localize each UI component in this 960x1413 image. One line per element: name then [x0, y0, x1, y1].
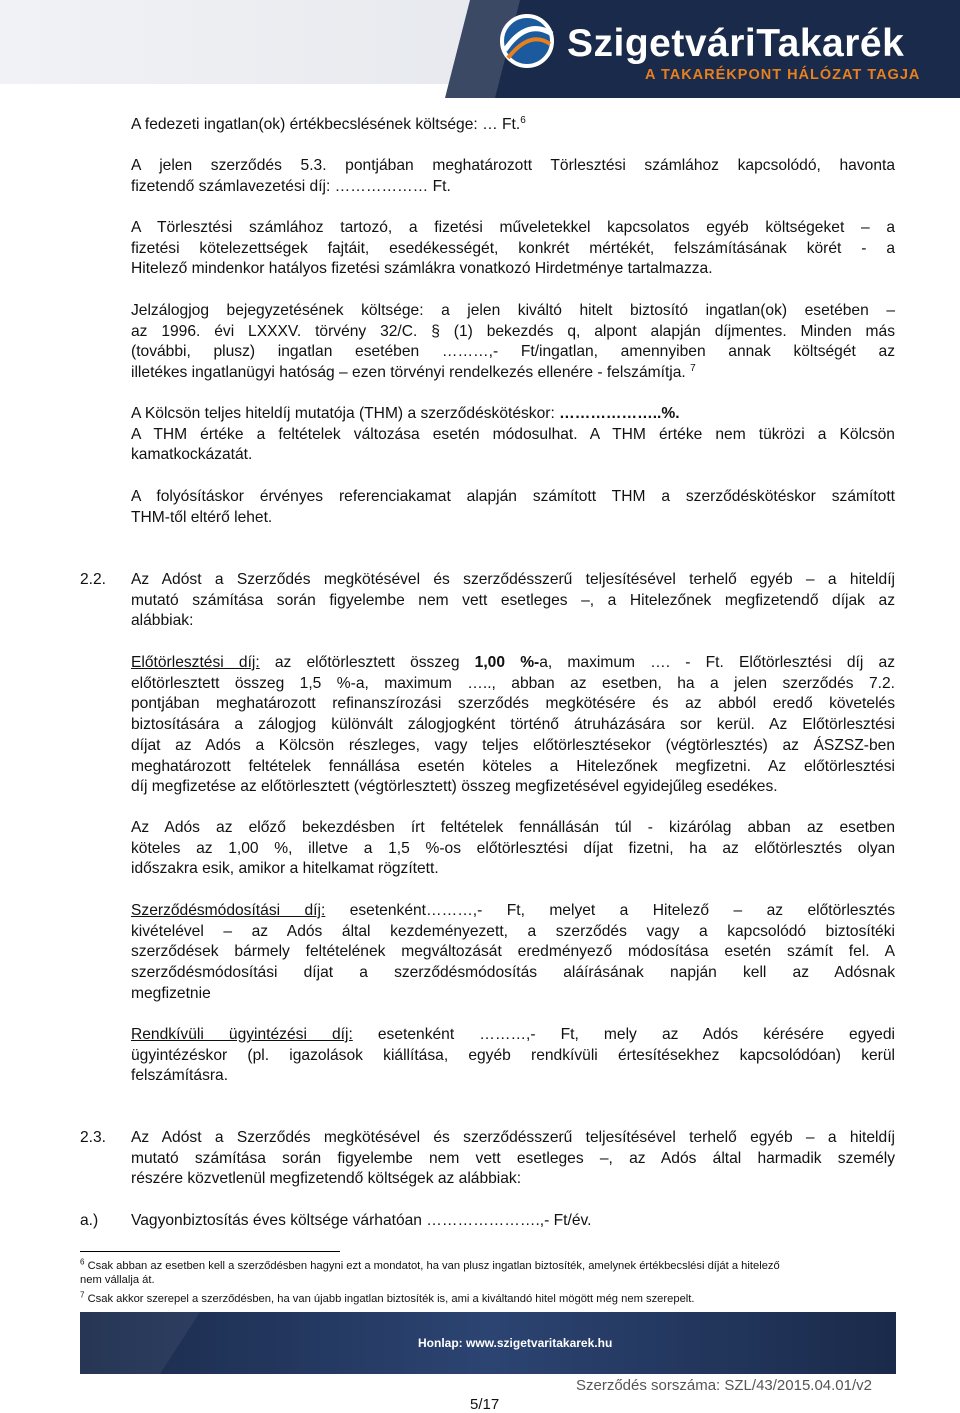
footnote-7: [80, 1292, 895, 1306]
account-fee-line-1: A jelen szerződés 5.3. pontjában meghatározott Törlesztési számlához kapcsolódó, havonta: [131, 157, 895, 174]
extraordinary-fee-paragraph: [131, 1025, 895, 1087]
mortgage-line-1: Jelzálogjog bejegyzetésének költsége: a jelen kiváltó hitelt biztosító ingatlan(ok) esetében –: [131, 302, 895, 319]
footnote-ref-7: 7: [690, 362, 696, 374]
other-costs-paragraph: [131, 218, 895, 280]
property-insurance-line: Vagyonbiztosítás éves költsége várhatóan ………………….,- Ft/év.: [131, 1212, 592, 1229]
section-2-3-line-1: Az Adóst a Szerződés megkötésével és szerződésszerű teljesítésével terhelő egyéb – a hiteldíj: [131, 1129, 895, 1146]
modification-line-5: megfizetnie: [131, 984, 211, 1002]
brand-logo-icon: [502, 16, 552, 66]
account-fee-line-2: fizetendő számlavezetési díj: ……………… Ft.: [131, 177, 451, 195]
extraordinary-line-2: ügyintézéskor (pl. igazolások kiállítása, egyéb rendkívüli értesítésekhez kapcsolódóan) kerül: [131, 1046, 895, 1064]
extraordinary-fee-line-1: esetenként ………,- Ft, mely az Adós kérésére egyedi: [352, 1026, 895, 1043]
brand-tagline: A TAKARÉKPONT HÁLÓZAT TAGJA: [645, 67, 921, 83]
section-2-2-intro: [131, 570, 895, 632]
prepayment-fee-label: Előtörlesztési díj:: [131, 654, 260, 671]
page-number: 5/17: [470, 1396, 500, 1413]
prepayment-line-7: díj megfizetése az előtörlesztett (végtörlesztett) összeg megfizetésével egyidejűleg esedékes.: [131, 778, 778, 796]
conditions-line-3: időszakra esik, amikor a hitelkamat rögzített.: [131, 860, 439, 878]
footnote-6-line-2: nem vállalja át.: [80, 1274, 155, 1286]
mortgage-line-2: az 1996. évi LXXXV. törvény 32/C. § (1) bekezdés q, alpont alapján díjmentes. Minden más: [131, 322, 895, 340]
thm-line-2: A THM értéke a feltételek változása esetén módosulhat. A THM értéke nem tükrözi a Kölcsön: [131, 425, 895, 443]
modification-fee-line-1: esetenként………,- Ft, melyet a Hitelező – az előtörlesztés: [325, 902, 895, 919]
section-2-2-line-2: mutató számítása során figyelembe nem vett esetleges –, a Hitelezőnek megfizetendő díjak az: [131, 591, 895, 609]
brand-name: SzigetváriTakarék: [567, 22, 905, 65]
prepayment-line-6: meghatározott feltételek fennállása esetén köteles a Hitelezőnek megfizetni. Az előtörlesztési: [131, 757, 895, 775]
other-costs-line-2: fizetési kötelezettségek fajtáit, esedékességét, konkrét mértékét, felszámításának körét - a: [131, 239, 895, 257]
prepayment-line-2: előtörlesztett összeg 1,5 %-a, maximum ….., abban az esetben, ha a jelen szerződés 7.2.: [131, 674, 895, 692]
footnote-6-number: 6: [80, 1257, 85, 1267]
mortgage-registration-paragraph: [131, 301, 895, 384]
valuation-cost-paragraph: [131, 115, 896, 136]
reference-rate-paragraph: [131, 487, 895, 528]
footer-website: Honlap: www.szigetvaritakarek.hu: [418, 1336, 613, 1350]
section-2-3-line-2: mutató számítása során figyelembe nem vett esetleges –, az Adós által harmadik személy: [131, 1149, 895, 1167]
thm-line-3: kamatkockázatát.: [131, 446, 253, 464]
thm-value: ………………..%.: [559, 405, 680, 422]
thm-label: A Kölcsön teljes hiteldíj mutatója (THM) a szerződéskötéskor:: [131, 405, 560, 422]
modification-line-2: kivételével – az Adós által kezdeményezett, a szerződés vagy a kapcsolódó biztosítéki: [131, 922, 895, 940]
footnote-ref-6: 6: [520, 114, 526, 126]
modification-line-4: szerződésmódosítási díjat a szerződésmódosítás aláírásának napján kell az Adósnak: [131, 964, 895, 982]
modification-line-3: szerződések bármely feltételének megváltozását eredményező módosítása esetén számít fel. A: [131, 943, 895, 961]
prepayment-line-3: pontjában meghatározott refinanszírozási szerződés megkötésére és az abból eredő követelés: [131, 695, 895, 713]
section-number-2-3: 2.3.: [80, 1129, 107, 1146]
footnote-7-number: 7: [80, 1290, 85, 1300]
prepayment-conditions-paragraph: [131, 818, 895, 880]
extraordinary-fee-label: Rendkívüli ügyintézési díj:: [131, 1026, 353, 1043]
extraordinary-line-3: felszámításra.: [131, 1067, 229, 1085]
prepayment-line-5: díjat az Adós a Kölcsön részleges, vagy teljes előtörlesztésekor (végtörlesztés) az ÁSZSZ-ben: [131, 736, 895, 754]
thm-paragraph: [131, 404, 895, 466]
conditions-line-2: köteles az 1,00 %, illetve a 1,5 %-os előtörlesztési díjat fizetni, ha az előtörlesztés olyan: [131, 839, 895, 857]
section-2-2-line-1: Az Adóst a Szerződés megkötésével és szerződésszerű teljesítésével terhelő egyéb – a hiteldíj: [131, 571, 895, 588]
item-number-a: a.): [80, 1212, 99, 1229]
footnote-6-line-1: Csak abban az esetben kell a szerződésben hagyni ezt a mondatot, ha van plusz ingatlan biztosíték, amelynek értékbecslési díját a hitelező: [87, 1260, 780, 1272]
footnote-separator: [80, 1251, 340, 1252]
contract-number: Szerződés sorszáma: SZL/43/2015.04.01/v2: [576, 1377, 873, 1394]
footnote-6: [80, 1259, 895, 1287]
valuation-cost-text: A fedezeti ingatlan(ok) értékbecslésének költsége: … Ft.: [131, 116, 521, 133]
section-2-3-line-3: részére közvetlenül megfizetendő költségek az alábbiak:: [131, 1170, 522, 1188]
conditions-line-1: Az Adós az előző bekezdésben írt feltételek fennállásán túl - kizárólag abban az esetben: [131, 819, 895, 836]
modification-fee-label: Szerződésmódosítási díj:: [131, 902, 326, 919]
mortgage-line-4: illetékes ingatlanügyi hatóság – ezen törvényi rendelkezés ellenére - felszámítja.: [131, 364, 686, 382]
other-costs-line-3: Hitelező mindenkor hatályos fizetési számlákra vonatkozó Hirdetménye tartalmazza.: [131, 260, 713, 278]
mortgage-line-3: (további, plusz) ingatlan esetében ………,- Ft/ingatlan, amennyiben annak költségét az: [131, 343, 895, 361]
section-2-3-intro: [131, 1128, 895, 1190]
prepayment-line-4: biztosítására a zálogjog különvált zálogjogként történő átruházására sor kerül. Az Előtörlesztési: [131, 716, 895, 734]
reference-rate-line-1: A folyósításkor érvényes referenciakamat alapján számított THM a szerződéskötéskor számított: [131, 488, 895, 505]
prepayment-fee-paragraph: [131, 653, 895, 798]
prepayment-fee-rate: 1,00 %-: [474, 654, 540, 671]
modification-fee-paragraph: [131, 901, 895, 1005]
page-header: [0, 0, 960, 98]
prepayment-fee-text-c: a, maximum …. - Ft. Előtörlesztési díj az: [539, 654, 895, 671]
section-number-2-2: 2.2.: [80, 571, 107, 588]
prepayment-fee-text-a: az előtörlesztett összeg: [259, 654, 475, 671]
footnote-7-text: Csak akkor szerepel a szerződésben, ha van újabb ingatlan biztosíték is, ami a kiváltandó hitel mögött még nem szerepelt.: [87, 1293, 695, 1305]
other-costs-line-1: A Törlesztési számlához tartozó, a fizetési műveletekkel kapcsolatos egyéb költségeket – a: [131, 219, 895, 236]
reference-rate-line-2: THM-től eltérő lehet.: [131, 508, 273, 526]
account-fee-paragraph: [131, 156, 895, 197]
section-2-2-line-3: alábbiak:: [131, 612, 194, 630]
footer-banner: [80, 1312, 896, 1374]
